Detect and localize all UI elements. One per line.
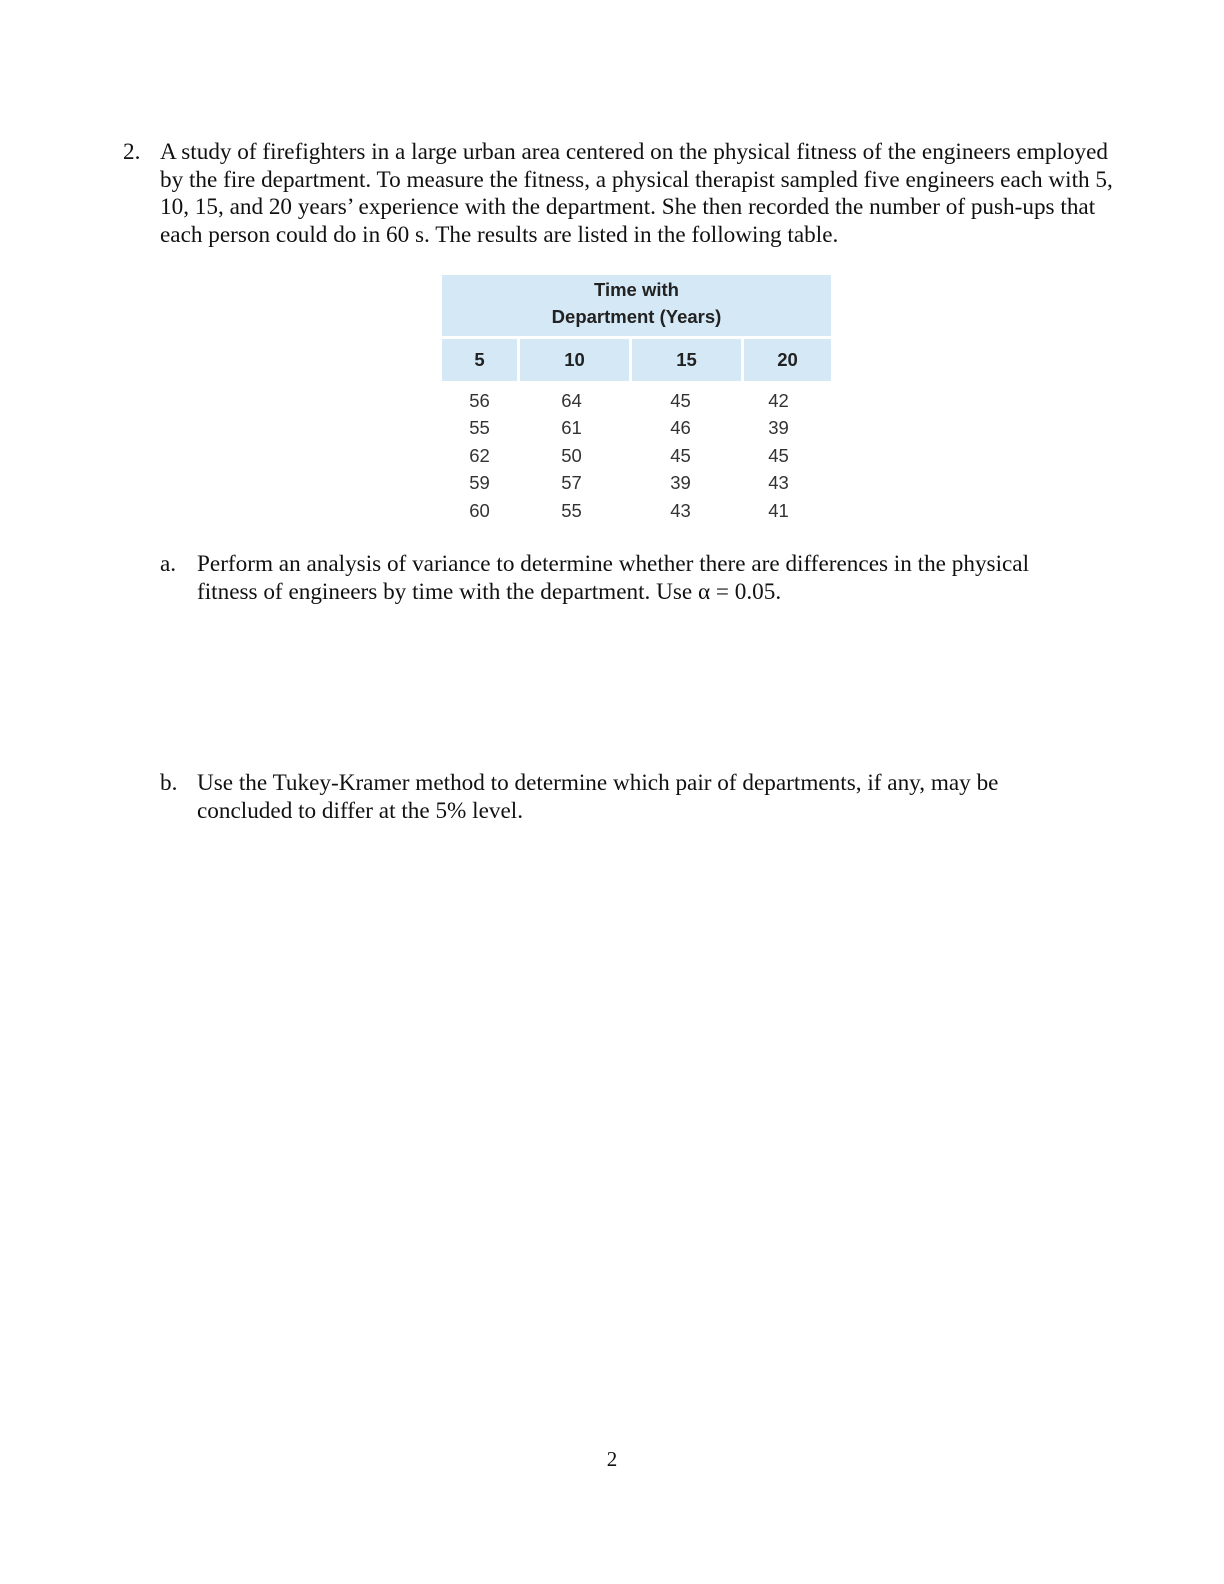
column-header-15-years: 15 — [632, 339, 741, 381]
part-a-text: Perform an analysis of variance to determine whether there are differences in the physical fitness of engineers by time with the department. Use α = 0.05. — [197, 551, 1030, 605]
table-cell: 45 — [768, 444, 789, 466]
table-cell: 45 — [670, 390, 691, 411]
problem-text: A study of firefighters in a large urban area centered on the physical fitness of the engineers employed by the fire department. To measure the fitness, a physical therapist sampled five engineers each with 5, 10, 15, and 20 years’ experience with the department. She then recorded the number of push-ups that each person could do in 60 s. The results are listed in the following table. — [160, 139, 1113, 248]
column-header-20-years: 20 — [744, 339, 831, 381]
table-cell: 55 — [469, 417, 490, 439]
part-a-label: a. — [160, 551, 177, 577]
table-cell: 46 — [670, 417, 691, 439]
column-header-5-years: 5 — [442, 339, 517, 381]
table-cell: 57 — [561, 472, 582, 494]
page-number: 2 — [606, 1447, 618, 1471]
table-cell: 64 — [561, 390, 582, 411]
table-row — [442, 497, 831, 524]
pushups-table — [442, 275, 831, 521]
part-b-label: b. — [160, 770, 178, 796]
table-cell: 45 — [670, 444, 691, 466]
column-header-10-years: 10 — [520, 339, 629, 381]
table-cell: 41 — [768, 499, 789, 521]
table-title-line-2: Department (Years) — [551, 306, 722, 327]
table-cell: 59 — [469, 472, 490, 494]
table-title-line-1: Time with — [594, 279, 679, 300]
table-cell: 42 — [768, 390, 789, 411]
table-header-row — [442, 339, 831, 381]
table-title — [442, 275, 831, 336]
table-cell: 60 — [469, 499, 490, 521]
table-cell: 50 — [561, 444, 582, 466]
table-cell: 55 — [561, 499, 582, 521]
table-row — [442, 414, 831, 441]
table-cell: 56 — [469, 390, 490, 411]
part-b — [160, 770, 1060, 825]
table-cell: 43 — [768, 472, 789, 494]
table-cell: 62 — [469, 444, 490, 466]
part-b-text: Use the Tukey-Kramer method to determine which pair of departments, if any, may be concluded to differ at the 5% level. — [197, 770, 999, 824]
table-cell: 61 — [561, 417, 582, 439]
table-cell: 39 — [768, 417, 789, 439]
table-row — [442, 387, 831, 414]
table-cell: 39 — [670, 472, 691, 494]
table-row — [442, 442, 831, 469]
problem-number: 2. — [123, 139, 141, 165]
table-row — [442, 469, 831, 496]
table-body — [442, 387, 831, 524]
table-cell: 43 — [670, 499, 691, 521]
part-a — [160, 551, 1060, 606]
problem-2 — [123, 139, 1123, 249]
